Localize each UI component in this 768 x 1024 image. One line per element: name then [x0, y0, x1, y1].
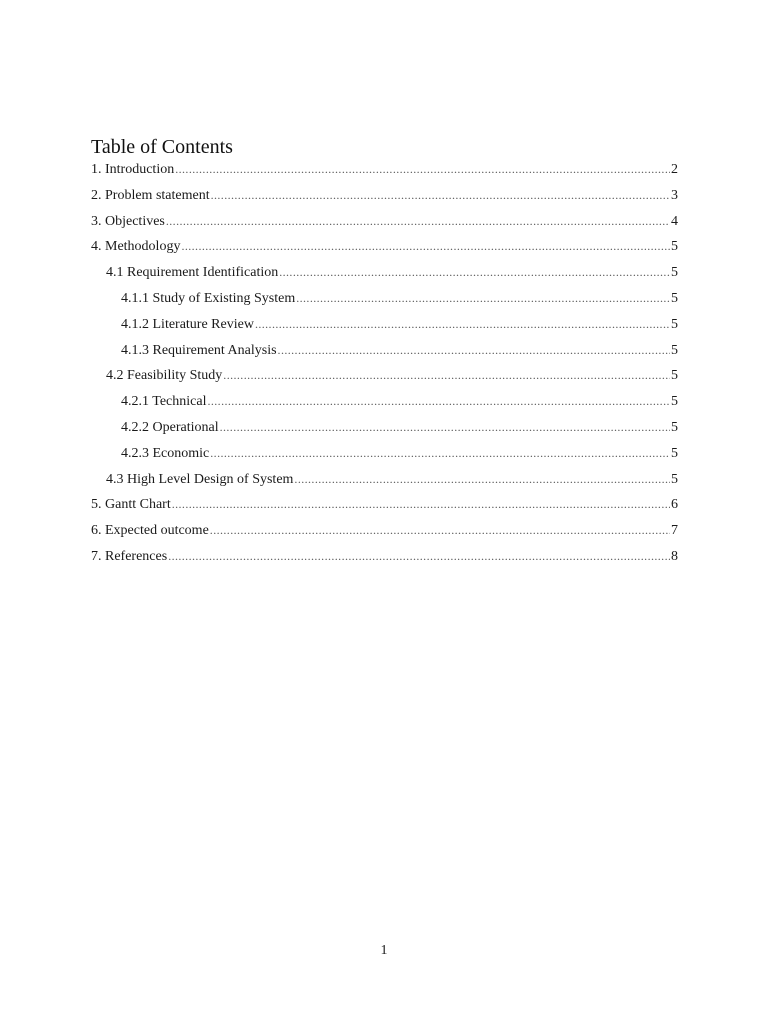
toc-entry[interactable]: [91, 157, 678, 183]
toc-entry-label: 7. References: [91, 548, 168, 564]
toc-entry[interactable]: [91, 467, 678, 493]
toc-dot-leader: [294, 467, 670, 493]
toc-entry-page: 6: [671, 497, 678, 513]
toc-dot-leader: [296, 286, 670, 312]
toc-entry-label: 4.2.2 Operational: [121, 419, 219, 435]
toc-entry[interactable]: [91, 389, 678, 415]
toc-entry[interactable]: [91, 183, 678, 209]
toc-entry-page: 5: [671, 394, 678, 410]
toc-entry[interactable]: [91, 492, 678, 518]
toc-entry-page: 5: [671, 316, 678, 332]
toc-dot-leader: [166, 209, 670, 235]
toc-dot-leader: [210, 441, 670, 467]
toc-entry-page: 5: [671, 239, 678, 255]
toc-entry-page: 5: [671, 471, 678, 487]
toc-entry[interactable]: [91, 441, 678, 467]
toc-entry[interactable]: [91, 338, 678, 364]
toc-list: [91, 157, 678, 570]
toc-dot-leader: [278, 338, 670, 364]
toc-dot-leader: [175, 157, 670, 183]
toc-entry-label: 4.2 Feasibility Study: [106, 368, 223, 384]
toc-entry-label: 6. Expected outcome: [91, 523, 209, 539]
toc-entry-page: 5: [671, 290, 678, 306]
toc-entry-label: 4.1 Requirement Identification: [106, 265, 279, 281]
toc-entry[interactable]: [91, 234, 678, 260]
toc-entry-label: 1. Introduction: [91, 162, 175, 177]
toc-title: Table of Contents: [91, 136, 233, 158]
toc-dot-leader: [168, 544, 670, 570]
toc-dot-leader: [207, 389, 670, 415]
toc-entry-page: 4: [671, 213, 678, 229]
toc-entry[interactable]: [91, 415, 678, 441]
toc-entry-page: 5: [671, 445, 678, 461]
toc-entry-label: 4.2.3 Economic: [121, 445, 210, 461]
toc-entry-label: 4.1.3 Requirement Analysis: [121, 342, 277, 358]
toc-entry[interactable]: [91, 518, 678, 544]
toc-entry-page: 5: [671, 368, 678, 384]
toc-entry-page: 3: [671, 187, 678, 203]
toc-entry-page: 5: [671, 342, 678, 358]
toc-entry-page: 8: [671, 548, 678, 564]
toc-dot-leader: [255, 312, 670, 338]
toc-dot-leader: [223, 363, 670, 389]
toc-entry-page: 2: [671, 162, 678, 177]
toc-entry-label: 4.1.2 Literature Review: [121, 316, 254, 332]
toc-dot-leader: [210, 518, 670, 544]
toc-entry-label: 4. Methodology: [91, 239, 181, 255]
toc-dot-leader: [181, 234, 670, 260]
toc-entry-label: 4.1.1 Study of Existing System: [121, 290, 296, 306]
toc-entry[interactable]: [91, 209, 678, 235]
toc-entry[interactable]: [91, 312, 678, 338]
toc-entry[interactable]: [91, 544, 678, 570]
toc-entry-page: 5: [671, 265, 678, 281]
toc-entry-label: 2. Problem statement: [91, 187, 210, 203]
toc-dot-leader: [220, 415, 670, 441]
toc-entry-page: 5: [671, 419, 678, 435]
toc-dot-leader: [172, 492, 670, 518]
toc-dot-leader: [279, 260, 670, 286]
toc-dot-leader: [211, 183, 670, 209]
toc-entry-label: 5. Gantt Chart: [91, 497, 171, 513]
toc-entry-label: 4.2.1 Technical: [121, 394, 207, 410]
toc-entry-label: 3. Objectives: [91, 213, 165, 229]
page-number: 1: [380, 943, 388, 958]
toc-entry[interactable]: [91, 286, 678, 312]
toc-entry-page: 7: [671, 523, 678, 539]
toc-entry[interactable]: [91, 260, 678, 286]
toc-entry-label: 4.3 High Level Design of System: [106, 471, 294, 487]
toc-entry[interactable]: [91, 363, 678, 389]
